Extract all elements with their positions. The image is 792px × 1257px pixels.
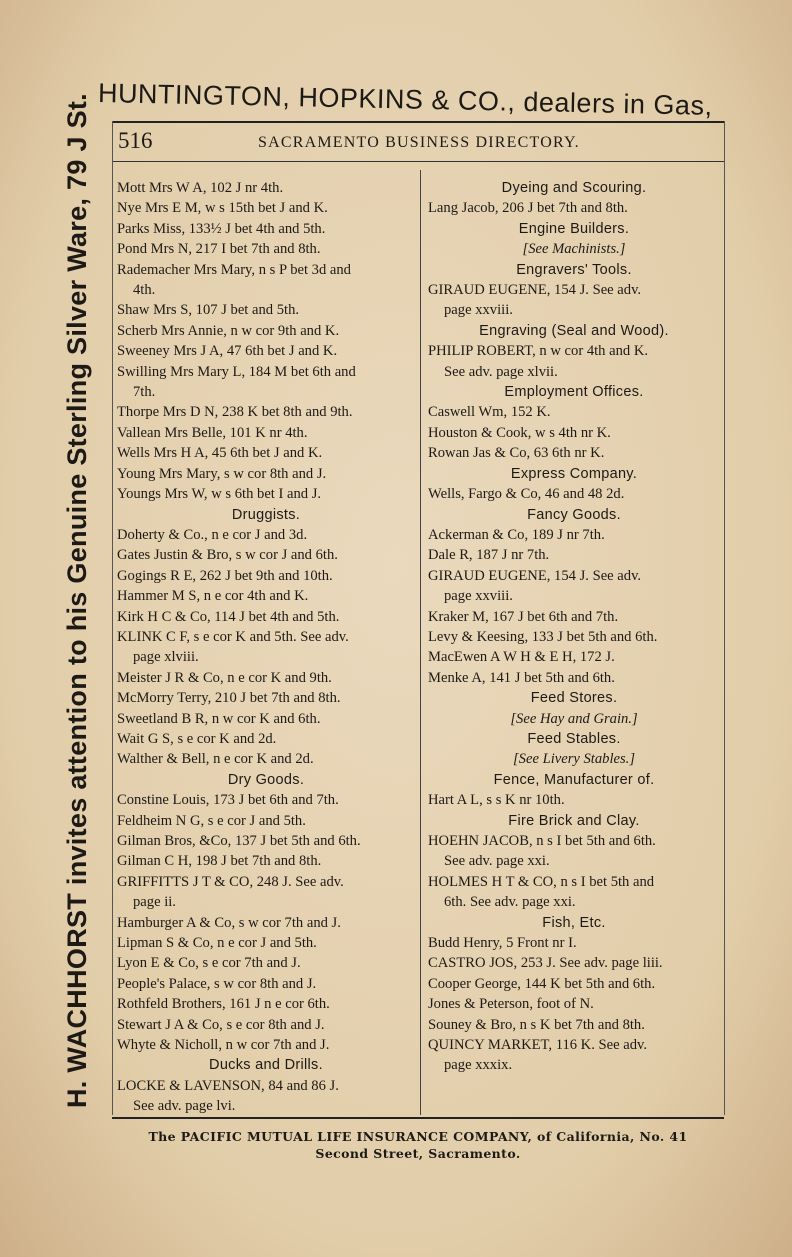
column-divider (420, 170, 421, 1115)
listing-entry: Walther & Bell, n e cor K and 2d. (117, 751, 314, 768)
bottom-rule (112, 1117, 724, 1119)
listing-entry: Mott Mrs W A, 102 J nr 4th. (117, 180, 284, 196)
listing-entry: Pond Mrs N, 217 I bet 7th and 8th. (117, 241, 321, 258)
listing-entry: HOEHN JACOB, n s I bet 5th and 6th. (428, 833, 656, 849)
listing-continuation: See adv. page xlvii. (444, 363, 558, 380)
cross-reference: [See Machinists.] (522, 241, 626, 258)
category-heading: Express Company. (510, 465, 638, 482)
category-heading: Dyeing and Scouring. (501, 180, 647, 196)
category-heading: Feed Stores. (530, 690, 618, 707)
listing-entry: Dale R, 187 J nr 7th. (428, 547, 550, 564)
listing-entry: McMorry Terry, 210 J bet 7th and 8th. (117, 690, 341, 707)
side-banner-advertisement: H. WACHHORST invites attention to his Genuine Sterling Silver Ware, 79 J St. (62, 93, 92, 1108)
listing-continuation: page xxviii. (444, 588, 513, 605)
listing-continuation: 4th. (133, 282, 156, 299)
listing-entry: Houston & Cook, w s 4th nr K. (428, 424, 611, 441)
listing-entry: Hart A L, s s K nr 10th. (428, 792, 565, 809)
listing-entry: Caswell Wm, 152 K. (428, 404, 551, 421)
listing-entry: Ackerman & Co, 189 J nr 7th. (428, 526, 605, 543)
listing-entry: Gilman Bros, &Co, 137 J bet 5th and 6th. (117, 833, 361, 849)
header-rule (112, 121, 724, 123)
listing-entry: Gilman C H, 198 J bet 7th and 8th. (117, 853, 322, 870)
category-heading: Dry Goods. (227, 771, 305, 788)
listing-entry: Hammer M S, n e cor 4th and K. (117, 588, 309, 605)
category-heading: Employment Offices. (504, 384, 644, 401)
listing-continuation: page xxxix. (444, 1057, 513, 1074)
listing-entry: Rademacher Mrs Mary, n s P bet 3d and (117, 261, 351, 278)
listing-continuation: page xlviii. (133, 649, 199, 666)
listing-entry: Parks Miss, 133½ J bet 4th and 5th. (117, 220, 326, 237)
cross-reference: [See Livery Stables.] (513, 751, 635, 768)
listing-entry: People's Palace, s w cor 8th and J. (117, 975, 317, 992)
listing-entry: Thorpe Mrs D N, 238 K bet 8th and 9th. (117, 404, 353, 421)
listing-entry: Lipman S & Co, n e cor J and 5th. (117, 935, 317, 952)
left-border (112, 121, 113, 1115)
listing-entry: Souney & Bro, n s K bet 7th and 8th. (428, 1016, 645, 1033)
category-heading: Engraving (Seal and Wood). (479, 322, 669, 339)
listing-entry: Sweetland B R, n w cor K and 6th. (117, 710, 321, 727)
listing-entry: Wells, Fargo & Co, 46 and 48 2d. (428, 486, 625, 503)
listing-continuation: page ii. (133, 894, 176, 911)
listing-entry: Doherty & Co., n e cor J and 3d. (117, 526, 308, 543)
listing-entry: Hamburger A & Co, s w cor 7th and J. (117, 914, 341, 931)
category-heading: Fence, Manufacturer of. (493, 771, 655, 788)
listing-entry: LOCKE & LAVENSON, 84 and 86 J. (117, 1077, 339, 1094)
top-banner-advertisement: HUNTINGTON, HOPKINS & CO., dealers in Gas, (97, 78, 713, 121)
listing-entry: Jones & Peterson, foot of N. (428, 996, 594, 1013)
listing-entry: Shaw Mrs S, 107 J bet and 5th. (117, 302, 300, 319)
listing-continuation: 6th. See adv. page xxi. (444, 894, 576, 911)
category-heading: Feed Stables. (527, 730, 621, 747)
listing-entry: Youngs Mrs W, w s 6th bet I and J. (117, 486, 322, 503)
listing-entry: QUINCY MARKET, 116 K. See adv. (428, 1037, 648, 1054)
listing-entry: Wait G S, s e cor K and 2d. (117, 730, 277, 747)
listing-entry: Lang Jacob, 206 J bet 7th and 8th. (428, 200, 628, 217)
listing-entry: Scherb Mrs Annie, n w cor 9th and K. (117, 322, 340, 339)
listing-entry: Sweeney Mrs J A, 47 6th bet J and K. (117, 343, 338, 360)
listing-entry: Gogings R E, 262 J bet 9th and 10th. (117, 567, 333, 584)
listing-entry: Whyte & Nicholl, n w cor 7th and J. (117, 1037, 330, 1054)
listing-entry: GIRAUD EUGENE, 154 J. See adv. (428, 282, 642, 299)
listing-entry: MacEwen A W H & E H, 172 J. (428, 649, 615, 666)
listing-entry: Cooper George, 144 K bet 5th and 6th. (428, 975, 656, 992)
listing-entry: Kirk H C & Co, 114 J bet 4th and 5th. (117, 608, 340, 625)
listing-entry: Rowan Jas & Co, 63 6th nr K. (428, 445, 605, 462)
category-heading: Druggists. (231, 506, 301, 523)
category-heading: Engravers' Tools. (516, 261, 632, 278)
listing-entry: Menke A, 141 J bet 5th and 6th. (428, 669, 615, 686)
footer-line-1: The PACIFIC MUTUAL LIFE INSURANCE COMPANY, of California, No. 41 (148, 1129, 688, 1144)
category-heading: Engine Builders. (518, 220, 630, 237)
listing-entry: CASTRO JOS, 253 J. See adv. page liii. (428, 955, 663, 972)
right-border (724, 121, 725, 1115)
listing-entry: PHILIP ROBERT, n w cor 4th and K. (428, 343, 649, 360)
left-column (117, 178, 415, 1117)
listing-entry: Vallean Mrs Belle, 101 K nr 4th. (117, 424, 308, 441)
category-heading: Fancy Goods. (527, 506, 621, 523)
listing-entry: Kraker M, 167 J bet 6th and 7th. (428, 608, 619, 625)
listing-entry: Young Mrs Mary, s w cor 8th and J. (117, 465, 327, 482)
listing-entry: GIRAUD EUGENE, 154 J. See adv. (428, 567, 642, 584)
listing-entry: HOLMES H T & CO, n s I bet 5th and (428, 873, 655, 890)
listing-entry: Swilling Mrs Mary L, 184 M bet 6th and (117, 363, 356, 380)
listing-entry: Nye Mrs E M, w s 15th bet J and K. (117, 200, 328, 217)
listing-continuation: See adv. page lvi. (133, 1098, 236, 1115)
right-column (428, 178, 720, 1076)
listing-entry: Feldheim N G, s e cor J and 5th. (117, 812, 306, 829)
running-title: SACRAMENTO BUSINESS DIRECTORY. (258, 134, 580, 151)
page-number: 516 (118, 128, 153, 153)
footer-advertisement (108, 1128, 728, 1162)
listing-entry: Lyon E & Co, s e cor 7th and J. (117, 955, 301, 972)
category-heading: Fire Brick and Clay. (508, 812, 640, 829)
listing-entry: Meister J R & Co, n e cor K and 9th. (117, 669, 332, 686)
listing-entry: Rothfeld Brothers, 161 J n e cor 6th. (117, 996, 330, 1013)
listing-continuation: page xxviii. (444, 302, 513, 319)
listing-entry: Stewart J A & Co, s e cor 8th and J. (117, 1016, 325, 1033)
listing-continuation: 7th. (133, 384, 156, 401)
cross-reference: [See Hay and Grain.] (510, 710, 638, 727)
listing-continuation: See adv. page xxi. (444, 853, 550, 870)
listing-entry: KLINK C F, s e cor K and 5th. See adv. (117, 628, 349, 645)
listing-entry: Constine Louis, 173 J bet 6th and 7th. (117, 792, 339, 809)
category-heading: Fish, Etc. (542, 914, 606, 931)
listing-entry: Gates Justin & Bro, s w cor J and 6th. (117, 547, 338, 564)
listing-entry: Budd Henry, 5 Front nr I. (428, 935, 577, 952)
listing-entry: Levy & Keesing, 133 J bet 5th and 6th. (428, 628, 658, 645)
listing-entry: Wells Mrs H A, 45 6th bet J and K. (117, 445, 323, 462)
category-heading: Ducks and Drills. (209, 1057, 323, 1074)
header-underline (112, 161, 724, 162)
footer-line-2: Second Street, Sacramento. (315, 1146, 521, 1161)
listing-entry: GRIFFITTS J T & CO, 248 J. See adv. (117, 873, 344, 890)
